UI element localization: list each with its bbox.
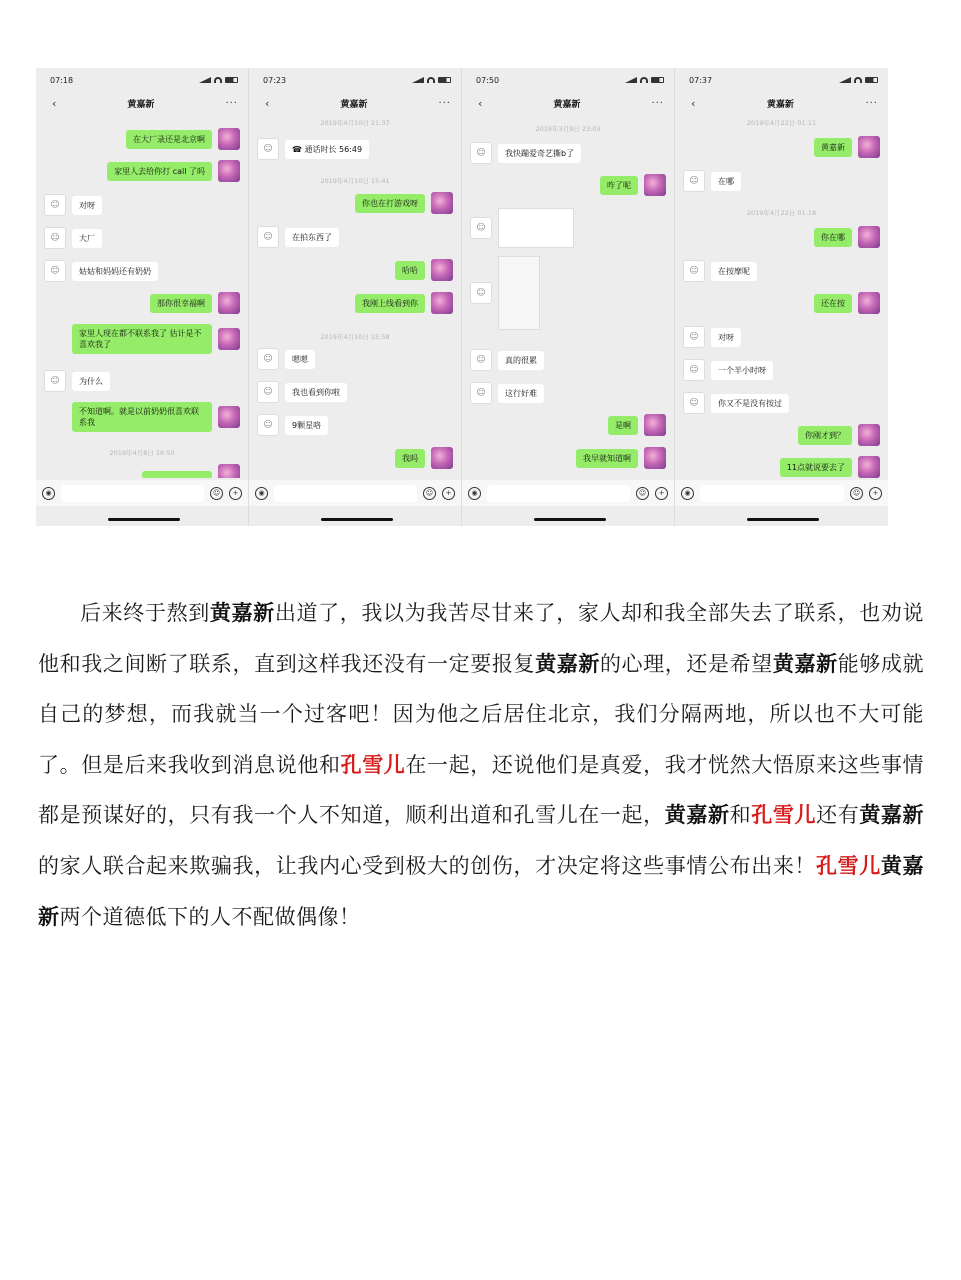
voice-icon[interactable]: ◉ (42, 487, 55, 500)
message-bubble: 一个半小时呀 (711, 361, 773, 380)
chat-header (249, 92, 461, 114)
back-icon[interactable]: ‹ (478, 96, 483, 110)
message-bubble: 为什么 (72, 372, 110, 391)
received-message (683, 392, 789, 414)
chat-screenshots-strip (36, 68, 888, 526)
received-image-message (470, 208, 574, 248)
more-icon[interactable]: ··· (865, 97, 878, 109)
received-message (683, 260, 757, 282)
timestamp: 2019年3月9日 23:03 (535, 125, 601, 133)
emoji-icon[interactable]: ☺ (210, 487, 223, 500)
avatar[interactable]: ☺ (470, 282, 492, 304)
chat-log (675, 116, 888, 478)
message-bubble: 家里人去给你打 call 了吗 (107, 162, 212, 181)
plus-icon[interactable]: + (869, 487, 882, 500)
contact-name: 黄嘉新 (340, 99, 368, 110)
chat-header (675, 92, 888, 114)
received-message (470, 349, 544, 371)
received-message (683, 170, 741, 192)
voice-icon[interactable]: ◉ (468, 487, 481, 500)
sent-message (600, 174, 666, 196)
avatar[interactable] (431, 192, 453, 214)
text-run: 出道了，我以为我苦尽甘来了，家人却和我全部失去了联系，也劝说他和我之间断了联系，直到这样我还没有一定要报复 (38, 601, 925, 676)
received-message (44, 370, 110, 392)
message-bubble: 9颗星咯 (285, 416, 328, 435)
avatar[interactable] (218, 160, 240, 182)
battery-icon (438, 77, 451, 83)
message-bubble: 我早就知道啊 (576, 449, 638, 468)
sent-message (395, 259, 453, 281)
message-bubble: ☎ 通话时长 56:49 (285, 140, 369, 159)
avatar[interactable]: ☺ (257, 226, 279, 248)
received-message (257, 226, 339, 248)
chat-log (249, 116, 461, 478)
battery-icon (225, 77, 238, 83)
text-run: 的家人联合起来欺骗我，让我内心受到极大的创伤，才决定将这些事情公布出来！ (38, 853, 817, 878)
avatar[interactable]: ☺ (44, 227, 66, 249)
timestamp: 2019年4月10日 15:41 (320, 177, 390, 185)
received-image-message (470, 256, 540, 330)
status-time: 07:37 (689, 75, 713, 85)
avatar[interactable] (858, 424, 880, 446)
input-bar (675, 480, 888, 506)
text-run: 两个道德低下的人不配做偶像！ (59, 904, 361, 929)
text-run: 在一起，还说他们是真爱，我才恍然大悟原来这些事情都是预谋好的，只有我一个人不知道，顺利出道和孔雪儿在一起， (38, 752, 925, 828)
name-highlight: 黄嘉新 (38, 852, 925, 929)
avatar[interactable] (218, 406, 240, 428)
plus-icon[interactable]: + (655, 487, 668, 500)
message-bubble: 你在哪 (814, 228, 852, 247)
chat-screenshot (36, 68, 249, 526)
sent-message (798, 424, 880, 446)
avatar[interactable] (858, 226, 880, 248)
avatar[interactable]: ☺ (470, 142, 492, 164)
received-message (257, 381, 347, 403)
message-bubble: 咋了呢 (600, 176, 638, 195)
name-highlight: 黄嘉新 (859, 802, 925, 828)
home-indicator (108, 518, 180, 521)
home-indicator (321, 518, 393, 521)
sent-message (780, 456, 880, 478)
message-bubble: 在拍东西了 (285, 228, 339, 247)
wifi-icon (427, 77, 435, 83)
message-bubble: 那你很幸福啊 (150, 294, 212, 313)
timestamp: 2019年4月10日 21:37 (320, 119, 390, 127)
received-message (470, 382, 544, 404)
avatar[interactable] (858, 292, 880, 314)
avatar[interactable]: ☺ (257, 138, 279, 160)
message-bubble: 家里人现在都不联系我了 估计是不喜欢我了 (72, 324, 212, 354)
image-thumbnail[interactable] (498, 208, 574, 248)
chat-log (462, 116, 674, 478)
sent-message (814, 226, 880, 248)
received-message (44, 194, 102, 216)
chat-header (36, 92, 248, 114)
contact-name: 黄嘉新 (127, 99, 155, 110)
avatar[interactable] (218, 292, 240, 314)
name-highlight-red: 孔雪儿 (751, 802, 817, 828)
message-bubble: 你刚才到？ (798, 426, 852, 445)
avatar[interactable]: ☺ (44, 260, 66, 282)
back-icon[interactable]: ‹ (691, 96, 696, 110)
avatar[interactable]: ☺ (44, 370, 66, 392)
emoji-icon[interactable]: ☺ (423, 487, 436, 500)
avatar[interactable]: ☺ (683, 260, 705, 282)
avatar[interactable] (431, 447, 453, 469)
chat-screenshot (249, 68, 462, 526)
message-bubble: 在按摩呢 (711, 262, 757, 281)
timestamp: 2019年4月22日 01:18 (746, 209, 817, 217)
avatar[interactable]: ☺ (683, 359, 705, 381)
sent-message (72, 402, 240, 432)
message-bubble: 这行好难 (498, 384, 544, 403)
message-bubble: 哈哈 (395, 261, 425, 280)
message-bubble: 对呀 (711, 328, 741, 347)
avatar[interactable]: ☺ (470, 382, 492, 404)
sent-message (142, 464, 240, 478)
status-bar (675, 68, 888, 92)
message-bubble: 我刚上线看到你 (355, 294, 425, 313)
text-run: 还有 (816, 803, 860, 828)
message-bubble: 你又不是没有按过 (711, 394, 789, 413)
message-bubble: 不知道啊。就是以前奶奶很喜欢联系我 (72, 402, 212, 432)
plus-icon[interactable]: + (442, 487, 455, 500)
battery-icon (865, 77, 878, 83)
more-icon[interactable]: ··· (438, 97, 451, 109)
avatar[interactable] (858, 136, 880, 158)
timestamp: 2019年4月8日 16:50 (109, 449, 175, 457)
message-bubble: 我也看到你啦 (285, 383, 347, 402)
text-run: 的心理，还是希望 (599, 651, 773, 676)
avatar[interactable]: ☺ (257, 381, 279, 403)
message-bubble: 还在按 (814, 294, 852, 313)
message-bubble: 对呀 (72, 196, 102, 215)
emoji-icon[interactable]: ☺ (636, 487, 649, 500)
name-highlight-red: 孔雪儿 (340, 751, 406, 777)
received-message (470, 142, 581, 164)
plus-icon[interactable]: + (229, 487, 242, 500)
signal-icon (625, 77, 637, 83)
message-bubble: 11点就说要去了 (780, 458, 852, 477)
status-time: 07:18 (50, 75, 74, 85)
sent-message (355, 192, 453, 214)
avatar[interactable] (218, 464, 240, 478)
received-message (683, 359, 773, 381)
avatar[interactable]: ☺ (257, 414, 279, 436)
avatar[interactable] (644, 174, 666, 196)
status-bar (249, 68, 461, 92)
sent-message (814, 292, 880, 314)
contact-name: 黄嘉新 (553, 99, 581, 110)
message-bubble: 我快蹦爱奇艺撕b了 (498, 144, 581, 163)
message-bubble: 大厂 (72, 229, 102, 248)
avatar[interactable]: ☺ (470, 217, 492, 239)
status-time: 07:50 (476, 75, 500, 85)
message-bubble: 是啊 (608, 416, 638, 435)
voice-icon[interactable]: ◉ (255, 487, 268, 500)
signal-icon (199, 77, 211, 83)
back-icon[interactable]: ‹ (52, 96, 57, 110)
signal-icon (412, 77, 424, 83)
sent-message (72, 324, 240, 354)
received-message (44, 227, 102, 249)
name-highlight: 黄嘉新 (664, 802, 730, 828)
more-icon[interactable]: ··· (225, 97, 238, 109)
emoji-icon[interactable]: ☺ (850, 487, 863, 500)
chat-screenshot (675, 68, 888, 526)
message-bubble (142, 471, 212, 478)
status-time: 07:23 (263, 75, 287, 85)
image-thumbnail[interactable] (498, 256, 540, 330)
avatar[interactable] (858, 456, 880, 478)
timestamp: 2019年4月22日 01:11 (746, 119, 817, 127)
message-input[interactable] (487, 485, 630, 502)
home-indicator (534, 518, 606, 521)
sent-message (150, 292, 240, 314)
received-message (683, 326, 741, 348)
contact-name: 黄嘉新 (766, 99, 794, 110)
name-highlight: 黄嘉新 (772, 650, 838, 676)
message-bubble: 在哪 (711, 172, 741, 191)
message-bubble: 嗯嗯 (285, 350, 315, 369)
message-bubble: 在大厂录还是北京啊 (126, 130, 212, 149)
timestamp: 2019年4月10日 15:58 (320, 333, 390, 341)
message-bubble: 真的很累 (498, 351, 544, 370)
wifi-icon (214, 77, 222, 83)
sent-message (107, 160, 240, 182)
input-bar (36, 480, 248, 506)
wifi-icon (640, 77, 648, 83)
chat-log (36, 116, 248, 478)
message-input[interactable] (700, 485, 844, 502)
sent-message (395, 447, 453, 469)
battery-icon (651, 77, 664, 83)
received-message (257, 138, 369, 160)
status-bar (462, 68, 674, 92)
input-bar (249, 480, 461, 506)
text-run: 能够成就自己的梦想，而我就当一个过客吧！因为他之后居住北京，我们分隔两地，所以也不大可能了。但是后来我收到消息说他和 (38, 651, 925, 777)
avatar[interactable]: ☺ (470, 349, 492, 371)
avatar[interactable] (218, 128, 240, 150)
sent-message (126, 128, 240, 150)
received-message (44, 260, 158, 282)
avatar[interactable] (431, 292, 453, 314)
message-bubble: 黄嘉新 (814, 138, 852, 157)
received-message (257, 414, 328, 436)
back-icon[interactable]: ‹ (265, 96, 270, 110)
name-highlight: 黄嘉新 (209, 600, 275, 625)
avatar[interactable]: ☺ (683, 392, 705, 414)
avatar[interactable]: ☺ (257, 348, 279, 370)
home-indicator (747, 518, 819, 521)
more-icon[interactable]: ··· (651, 97, 664, 109)
status-bar (36, 68, 248, 92)
article-paragraph (38, 588, 924, 942)
message-input[interactable] (274, 485, 417, 502)
avatar[interactable] (431, 259, 453, 281)
input-bar (462, 480, 674, 506)
voice-icon[interactable]: ◉ (681, 487, 694, 500)
sent-message (608, 414, 666, 436)
message-bubble: 我吗 (395, 449, 425, 468)
sent-message (355, 292, 453, 314)
signal-icon (839, 77, 851, 83)
wifi-icon (854, 77, 862, 83)
message-bubble: 你也在打游戏呀 (355, 194, 425, 213)
avatar[interactable]: ☺ (44, 194, 66, 216)
avatar[interactable] (644, 414, 666, 436)
chat-header (462, 92, 674, 114)
avatar[interactable] (218, 328, 240, 350)
chat-screenshot (462, 68, 675, 526)
received-message (257, 348, 315, 370)
sent-message (576, 447, 666, 469)
text-run: 后来终于熬到 (80, 601, 210, 625)
text-run: 和 (729, 803, 752, 828)
message-input[interactable] (61, 485, 204, 502)
avatar[interactable]: ☺ (683, 326, 705, 348)
name-highlight: 黄嘉新 (535, 650, 600, 676)
name-highlight-red: 孔雪儿 (816, 852, 881, 878)
avatar[interactable]: ☺ (683, 170, 705, 192)
sent-message (814, 136, 880, 158)
avatar[interactable] (644, 447, 666, 469)
message-bubble: 姑姑和妈妈还有奶奶 (72, 262, 158, 281)
